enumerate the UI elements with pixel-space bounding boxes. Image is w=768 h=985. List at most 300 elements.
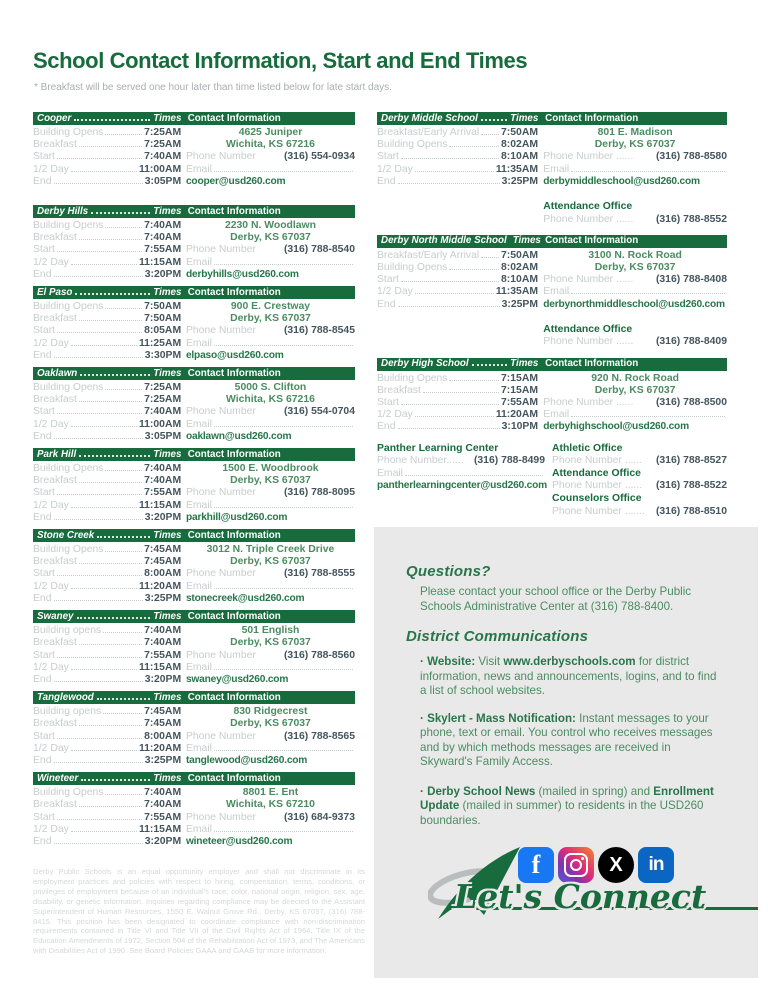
school-card	[33, 112, 355, 188]
contact-info	[186, 127, 355, 188]
dotted-leader	[214, 750, 353, 751]
phone-number: (316) 788-8095	[283, 487, 355, 499]
district-communications-heading: District Communications	[406, 628, 589, 645]
dotted-leader	[97, 698, 151, 700]
dotted-leader	[71, 264, 137, 265]
address-line1: 2230 N. Woodlawn	[224, 220, 316, 232]
time-row-label: Start	[377, 397, 399, 409]
time-row-label: End	[33, 511, 52, 523]
school-card-body	[33, 461, 355, 524]
dotted-leader	[481, 119, 507, 121]
address-line1: 920 N. Rock Road	[591, 372, 680, 384]
phone-number: (316) 788-8552	[655, 213, 727, 225]
address-line1: 5000 S. Clifton	[234, 382, 307, 394]
contact-info-column-header: Contact Information	[187, 367, 281, 379]
dotted-leader	[79, 320, 142, 321]
times-column-header: Times	[510, 112, 539, 124]
email-address[interactable]: pantherlearningcenter@usd260.com	[377, 480, 547, 492]
email-line	[543, 409, 727, 421]
school-card	[377, 358, 727, 434]
eeo-disclaimer: Derby Public Schools is an equal opportunity employer and shall not discriminate in its employment practices and policies with respect to hiring, compensation, terms, conditions, or privileges of employment because of an individual's race, color, national origin, religion, sex, age, disability, or genetic information. Inquiries regarding compliance may be directed to the Assistant Superintendent of Human Resources, 1550 E. Walnut Grove Rd., Derby, KS 67037, (316) 788-8415. This position has been designated to coordinate compliance with non-discrimination requirements contained in Title VI and Title VII of the Civil Rights Act of 1964, Title IX of the Education Amendments of 1972, Section 504 of the Rehabilitation Act of 1973, and The Americans with Disabilities Act of 1990. See Board Policies GAAA and GAAB for more information.	[33, 867, 365, 956]
time-row-value: 7:50AM	[501, 249, 538, 261]
time-row-label: Building Opens	[377, 262, 448, 274]
times-list	[377, 127, 538, 226]
lets-connect-section	[406, 843, 758, 963]
dotted-leader	[105, 794, 142, 795]
school-header-right	[188, 206, 351, 217]
times-list	[33, 127, 181, 188]
phone-number: (316) 788-8522	[655, 480, 727, 492]
email-address[interactable]: swaney@usd260.com	[185, 673, 289, 685]
phone-number: (316) 788-8408	[655, 274, 727, 286]
time-row-value: 7:55AM	[501, 397, 538, 409]
dotted-leader	[57, 251, 142, 252]
school-header-right	[188, 449, 351, 460]
time-row-label: Breakfast	[33, 718, 77, 730]
email-label: Email	[185, 418, 212, 430]
left-column	[33, 112, 355, 853]
time-row	[33, 406, 181, 418]
address-line2: Derby, KS 67037	[594, 139, 676, 151]
time-row	[33, 718, 181, 730]
dotted-leader	[57, 819, 142, 820]
address-line2: Wichita, KS 67216	[226, 394, 315, 406]
dotted-leader	[54, 357, 143, 358]
school-card	[33, 367, 355, 443]
time-row-label: End	[377, 175, 396, 187]
address-line2: Derby, KS 67037	[230, 556, 311, 568]
time-row-value: 3:25PM	[144, 592, 182, 604]
time-row	[33, 301, 181, 313]
website-bullet-text: Visit	[475, 655, 504, 668]
email-address[interactable]: derbymiddleschool@usd260.com	[543, 175, 700, 187]
time-row-label: Start	[377, 274, 399, 286]
email-label: Email	[185, 580, 212, 592]
lets-connect-script: Let's Connect	[454, 877, 707, 916]
phone-number: (316) 554-0934	[283, 151, 355, 163]
linkedin-glyph: in	[648, 854, 664, 875]
time-row	[33, 487, 181, 499]
time-row-value: 7:40AM	[144, 232, 182, 244]
school-card-header	[33, 529, 355, 542]
phone-label: Phone Number ......	[552, 480, 643, 492]
school-header-right	[188, 368, 351, 379]
time-row	[33, 176, 181, 188]
time-row-value: 7:25AM	[144, 127, 182, 138]
email-line	[186, 500, 355, 512]
times-list	[33, 301, 181, 362]
time-row	[33, 151, 181, 163]
time-row-label: Start	[33, 730, 55, 742]
time-row-value: 11:15AM	[138, 823, 182, 835]
time-row	[377, 151, 538, 163]
address-line2: Derby, KS 67037	[230, 232, 311, 244]
times-column-header: Times	[512, 235, 541, 247]
time-row	[377, 164, 538, 176]
dotted-leader	[105, 134, 142, 135]
time-row-value: 3:05PM	[144, 430, 182, 442]
times-list	[33, 706, 181, 767]
time-row-value: 7:40AM	[144, 463, 182, 475]
email-line	[186, 824, 355, 836]
contact-info	[543, 373, 727, 434]
email-address[interactable]: derbynorthmiddleschool@usd260.com	[543, 298, 725, 310]
dotted-leader	[214, 264, 353, 265]
time-row	[33, 382, 181, 394]
dotted-leader	[54, 762, 143, 763]
time-row-label: 1/2 Day	[33, 823, 69, 835]
contact-info-column-header: Contact Information	[187, 610, 281, 622]
time-row-label: End	[33, 430, 52, 442]
email-address[interactable]: parkhill@usd260.com	[185, 511, 288, 523]
attendance-office-block	[543, 201, 727, 226]
office-phone-line	[543, 336, 727, 348]
dotted-leader	[571, 171, 725, 172]
time-row	[33, 568, 181, 580]
time-row	[33, 662, 181, 674]
phone-line	[186, 244, 355, 256]
dotted-leader	[71, 345, 137, 346]
time-row	[377, 385, 538, 397]
email-line	[186, 257, 355, 269]
time-row-value: 7:40AM	[144, 220, 182, 232]
skylert-bullet	[420, 712, 726, 770]
time-row-value: 7:45AM	[144, 718, 182, 730]
website-bullet	[420, 655, 726, 699]
time-row	[377, 421, 538, 433]
dotted-leader	[79, 563, 142, 564]
phone-label: Phone Number	[185, 244, 256, 256]
dotted-leader	[79, 725, 142, 726]
dotted-leader	[74, 119, 150, 121]
dotted-leader	[415, 293, 494, 294]
time-row	[377, 176, 538, 188]
phone-number: (316) 788-8409	[655, 336, 727, 348]
dotted-leader	[214, 669, 353, 670]
school-name: Derby Hills	[37, 205, 89, 217]
phone-line	[186, 151, 355, 163]
phone-label: Phone Number......	[377, 455, 464, 467]
school-header-left	[37, 611, 181, 622]
dotted-leader	[71, 507, 137, 508]
dotted-leader	[398, 428, 500, 429]
times-column-header: Times	[153, 772, 182, 784]
email-line	[543, 164, 727, 176]
time-row-label: 1/2 Day	[33, 661, 69, 673]
time-row-label: End	[33, 175, 52, 187]
dotted-leader	[71, 669, 137, 670]
school-card-header	[33, 691, 355, 704]
phone-line	[377, 455, 545, 468]
school-name: Stone Creek	[37, 529, 95, 541]
time-row	[33, 556, 181, 568]
phone-line	[552, 506, 727, 519]
dotted-leader	[91, 212, 150, 214]
time-row-value: 11:25AM	[138, 337, 182, 349]
time-row-value: 7:25AM	[144, 394, 182, 406]
times-column-header: Times	[153, 448, 182, 460]
time-row	[33, 500, 181, 512]
time-row-label: Breakfast	[33, 139, 77, 151]
time-row-value: 8:02AM	[501, 262, 538, 274]
time-row-label: 1/2 Day	[33, 499, 69, 511]
time-row-label: Start	[377, 151, 399, 163]
phone-number: (316) 788-8499	[473, 455, 545, 467]
time-row	[377, 286, 538, 298]
school-header-left	[381, 235, 541, 247]
time-row	[377, 274, 538, 286]
website-url[interactable]: www.derbyschools.com	[503, 655, 636, 668]
time-row	[33, 257, 181, 269]
time-row-label: End	[33, 754, 52, 766]
time-row-value: 7:55AM	[144, 244, 182, 256]
time-row-value: 11:20AM	[138, 742, 182, 754]
school-card-header	[33, 610, 355, 623]
email-line	[186, 338, 355, 350]
school-card	[377, 235, 727, 349]
dotted-leader	[401, 158, 499, 159]
school-header-right	[545, 113, 723, 124]
dotted-leader	[214, 507, 353, 508]
school-name: Cooper	[37, 112, 72, 124]
dotted-leader	[54, 681, 143, 682]
time-row	[377, 139, 538, 151]
dotted-leader	[79, 239, 142, 240]
dotted-leader	[105, 470, 142, 471]
time-row-value: 7:45AM	[144, 544, 182, 556]
time-row	[33, 650, 181, 662]
phone-number: (316) 788-8527	[655, 455, 727, 467]
time-row-label: Start	[33, 811, 55, 823]
info-panel	[374, 527, 758, 978]
office-name: Attendance Office	[543, 201, 633, 213]
phone-number: (316) 788-8545	[283, 325, 355, 337]
time-row-label: End	[33, 268, 52, 280]
email-line	[186, 164, 355, 176]
time-row-value: 7:40AM	[144, 787, 182, 799]
school-name: Tanglewood	[37, 691, 94, 703]
contact-info-column-header: Contact Information	[545, 358, 639, 370]
phone-number: (316) 788-8555	[283, 568, 355, 580]
time-row-label: 1/2 Day	[33, 337, 69, 349]
dotted-leader	[398, 306, 500, 307]
dotted-leader	[401, 281, 499, 282]
dotted-leader	[75, 293, 150, 295]
time-row-value: 7:50AM	[501, 127, 538, 138]
time-row-label: 1/2 Day	[33, 418, 69, 430]
dotted-leader	[103, 632, 142, 633]
time-row-label: End	[33, 349, 52, 361]
office-name: Panther Learning Center	[377, 442, 499, 454]
time-row-value: 7:55AM	[144, 487, 182, 499]
email-address[interactable]: wineteer@usd260.com	[185, 835, 293, 847]
school-name: Oaklawn	[37, 367, 78, 379]
time-row-label: 1/2 Day	[33, 256, 69, 268]
school-card-body	[33, 542, 355, 605]
contact-info	[186, 544, 355, 605]
office-name: Attendance Office	[552, 467, 641, 479]
time-row-value: 7:40AM	[144, 799, 182, 811]
phone-label: Phone Number	[185, 325, 256, 337]
time-row-value: 3:30PM	[144, 349, 182, 361]
contact-info-column-header: Contact Information	[187, 112, 281, 124]
time-row-value: 7:40AM	[144, 475, 182, 487]
time-row-value: 7:25AM	[144, 382, 182, 394]
email-address[interactable]: stonecreek@usd260.com	[185, 592, 305, 604]
dotted-leader	[214, 171, 353, 172]
address-line1: 501 English	[241, 625, 300, 637]
time-row	[33, 325, 181, 337]
address-line1: 4625 Juniper	[238, 127, 303, 138]
dotted-leader	[57, 158, 142, 159]
dotted-leader	[57, 738, 142, 739]
email-address[interactable]: tanglewood@usd260.com	[185, 754, 308, 766]
dotted-leader	[79, 146, 142, 147]
time-row-label: Start	[33, 487, 55, 499]
phone-label: Phone Number ......	[543, 336, 634, 348]
time-row-value: 8:02AM	[501, 139, 538, 151]
phone-label: Phone Number	[185, 151, 256, 163]
dotted-leader	[54, 843, 143, 844]
time-row-label: 1/2 Day	[33, 580, 69, 592]
contact-info	[186, 706, 355, 767]
time-row-label: 1/2 Day	[33, 742, 69, 754]
school-card	[33, 448, 355, 524]
dotted-leader	[105, 551, 142, 552]
address-line1: 830 Ridgecrest	[233, 706, 308, 718]
dotted-leader	[103, 713, 142, 714]
time-row-value: 3:05PM	[144, 175, 182, 187]
time-row-label: Start	[33, 406, 55, 418]
address-line1: 801 E. Madison	[597, 127, 673, 138]
phone-line	[552, 455, 727, 468]
x-glyph: X	[609, 853, 623, 876]
time-row	[33, 512, 181, 524]
time-row-label: Breakfast/Early Arrival	[377, 249, 480, 261]
contact-info	[186, 787, 355, 848]
phone-label: Phone Number	[185, 730, 256, 742]
time-row-label: Start	[33, 568, 55, 580]
phone-line	[186, 812, 355, 824]
time-row	[33, 394, 181, 406]
email-address[interactable]: oaklawn@usd260.com	[185, 430, 292, 442]
time-row-label: Start	[33, 151, 55, 163]
times-column-header: Times	[153, 286, 182, 298]
school-card	[377, 112, 727, 226]
email-address[interactable]: derbyhighschool@usd260.com	[543, 421, 689, 433]
phone-line	[186, 406, 355, 418]
school-card	[33, 610, 355, 686]
times-list	[33, 463, 181, 524]
address-line1: 8801 E. Ent	[242, 787, 299, 799]
school-header-left	[381, 358, 538, 369]
school-header-right	[188, 611, 351, 622]
address-line1: 3012 N. Triple Creek Drive	[206, 544, 335, 556]
time-row-label: Building Opens	[33, 787, 104, 799]
right-column	[377, 112, 727, 518]
dotted-leader	[71, 426, 137, 427]
school-news-bullet	[420, 785, 726, 829]
time-row	[33, 674, 181, 686]
phone-label: Phone Number	[185, 406, 256, 418]
phone-line	[543, 397, 727, 409]
time-row-label: 1/2 Day	[377, 286, 413, 298]
email-address[interactable]: elpaso@usd260.com	[185, 349, 284, 361]
school-name: Swaney	[37, 610, 74, 622]
school-card-header	[377, 358, 727, 371]
dotted-leader	[405, 475, 543, 476]
email-address[interactable]: cooper@usd260.com	[185, 175, 286, 187]
school-name: Derby North Middle School	[381, 235, 507, 247]
time-row-value: 11:15AM	[138, 661, 182, 673]
school-name: Derby Middle School	[381, 112, 478, 124]
school-name: Derby High School	[381, 358, 469, 370]
school-header-left	[37, 773, 181, 784]
questions-body: Please contact your school office or the Derby Public Schools Administrative Center at (316) 788-8400.	[420, 585, 692, 613]
contact-info	[543, 250, 727, 349]
office-name: Athletic Office	[552, 442, 623, 454]
dotted-leader	[54, 438, 143, 439]
website-bullet-label: · Website:	[420, 655, 476, 668]
times-column-header: Times	[153, 691, 182, 703]
school-news-text2: (mailed in summer) to residents in the USD260 boundaries.	[420, 799, 704, 827]
school-card-header	[33, 205, 355, 218]
address-line2: Derby, KS 67037	[594, 384, 676, 396]
time-row	[33, 164, 181, 176]
offices-list	[552, 443, 727, 519]
dotted-leader	[57, 332, 142, 333]
email-label: Email	[185, 163, 212, 175]
times-list	[377, 250, 538, 349]
dotted-leader	[571, 416, 725, 417]
page-subtitle: * Breakfast will be served one hour later than time listed below for late start days.	[34, 82, 392, 93]
time-row-value: 7:15AM	[501, 372, 538, 384]
time-row-value: 3:20PM	[144, 673, 182, 685]
school-card-body	[33, 704, 355, 767]
time-row-label: Building Opens	[33, 544, 104, 556]
phone-number: (316) 684-9373	[283, 811, 355, 823]
email-address[interactable]: derbyhills@usd260.com	[185, 268, 299, 280]
times-column-header: Times	[153, 367, 182, 379]
time-row	[33, 706, 181, 718]
time-row-value: 7:50AM	[144, 313, 182, 325]
time-row-label: End	[377, 421, 396, 433]
time-row-label: 1/2 Day	[377, 163, 413, 175]
time-row	[33, 799, 181, 811]
time-row	[33, 139, 181, 151]
time-row-value: 8:10AM	[501, 274, 538, 286]
address-line2: Derby, KS 67037	[230, 475, 311, 487]
time-row-value: 7:55AM	[144, 649, 182, 661]
phone-label: Phone Number ......	[543, 213, 634, 225]
address-line1: 3100 N. Rock Road	[588, 249, 682, 261]
dotted-leader	[415, 416, 494, 417]
email-label: Email	[543, 286, 570, 298]
time-row	[377, 250, 538, 262]
time-row-label: 1/2 Day	[33, 163, 69, 175]
time-row	[33, 812, 181, 824]
address-line2: Derby, KS 67037	[594, 262, 676, 274]
school-card-body	[33, 218, 355, 281]
phone-line	[186, 650, 355, 662]
facebook-glyph: f	[531, 850, 541, 879]
enrollment-update-label: Enrollment Update	[420, 784, 714, 812]
time-row-label: End	[377, 298, 396, 310]
address-line2: Derby, KS 67037	[230, 718, 311, 730]
school-card	[33, 205, 355, 281]
dotted-leader	[423, 392, 499, 393]
attendance-office-block	[543, 324, 727, 349]
